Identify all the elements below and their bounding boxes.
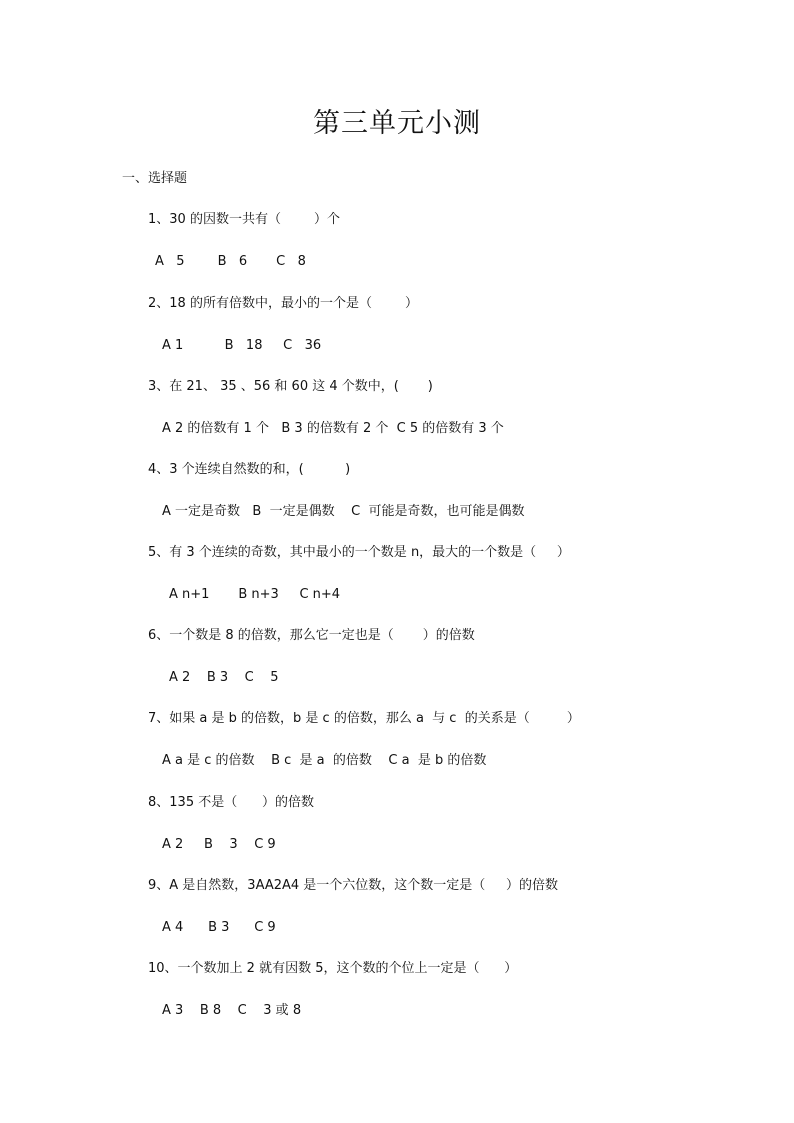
- question-text: 10、一个数加上 2 就有因数 5，这个数的个位上一定是（ ）: [148, 961, 518, 976]
- page-title: 第三单元小测: [313, 108, 481, 139]
- question-text: 2、18 的所有倍数中，最小的一个是（ ）: [148, 296, 419, 311]
- answer-options: A 5 B 6 C 8: [155, 254, 306, 269]
- answer-options: A 1 B 18 C 36: [162, 338, 322, 353]
- question-text: 3、在 21、 35 、56 和 60 这 4 个数中，( ): [148, 379, 433, 394]
- question-text: 5、有 3 个连续的奇数，其中最小的一个数是 n，最大的一个数是（ ）: [148, 545, 570, 560]
- answer-options: A n+1 B n+3 C n+4: [169, 587, 341, 602]
- question-text: 6、一个数是 8 的倍数，那么它一定也是（ ）的倍数: [148, 628, 475, 643]
- answer-options: A 2 B 3 C 9: [162, 837, 276, 852]
- section-heading: 一、选择题: [122, 171, 188, 186]
- answer-options: A a 是 c 的倍数 B c 是 a 的倍数 C a 是 b 的倍数: [162, 753, 487, 768]
- answer-options: A 3 B 8 C 3 或 8: [162, 1003, 302, 1018]
- question-text: 4、3 个连续自然数的和，( ): [148, 462, 351, 477]
- question-text: 9、A 是自然数，3AA2A4 是一个六位数，这个数一定是（ ）的倍数: [148, 878, 558, 893]
- answer-options: A 2 的倍数有 1 个 B 3 的倍数有 2 个 C 5 的倍数有 3 个: [162, 421, 504, 436]
- answer-options: A 2 B 3 C 5: [169, 670, 279, 685]
- question-text: 7、如果 a 是 b 的倍数，b 是 c 的倍数，那么 a 与 c 的关系是（ ）: [148, 711, 580, 726]
- answer-options: A 一定是奇数 B 一定是偶数 C 可能是奇数，也可能是偶数: [162, 504, 525, 519]
- question-text: 1、30 的因数一共有（ ）个: [148, 212, 341, 227]
- question-text: 8、135 不是（ ）的倍数: [148, 795, 315, 810]
- answer-options: A 4 B 3 C 9: [162, 920, 276, 935]
